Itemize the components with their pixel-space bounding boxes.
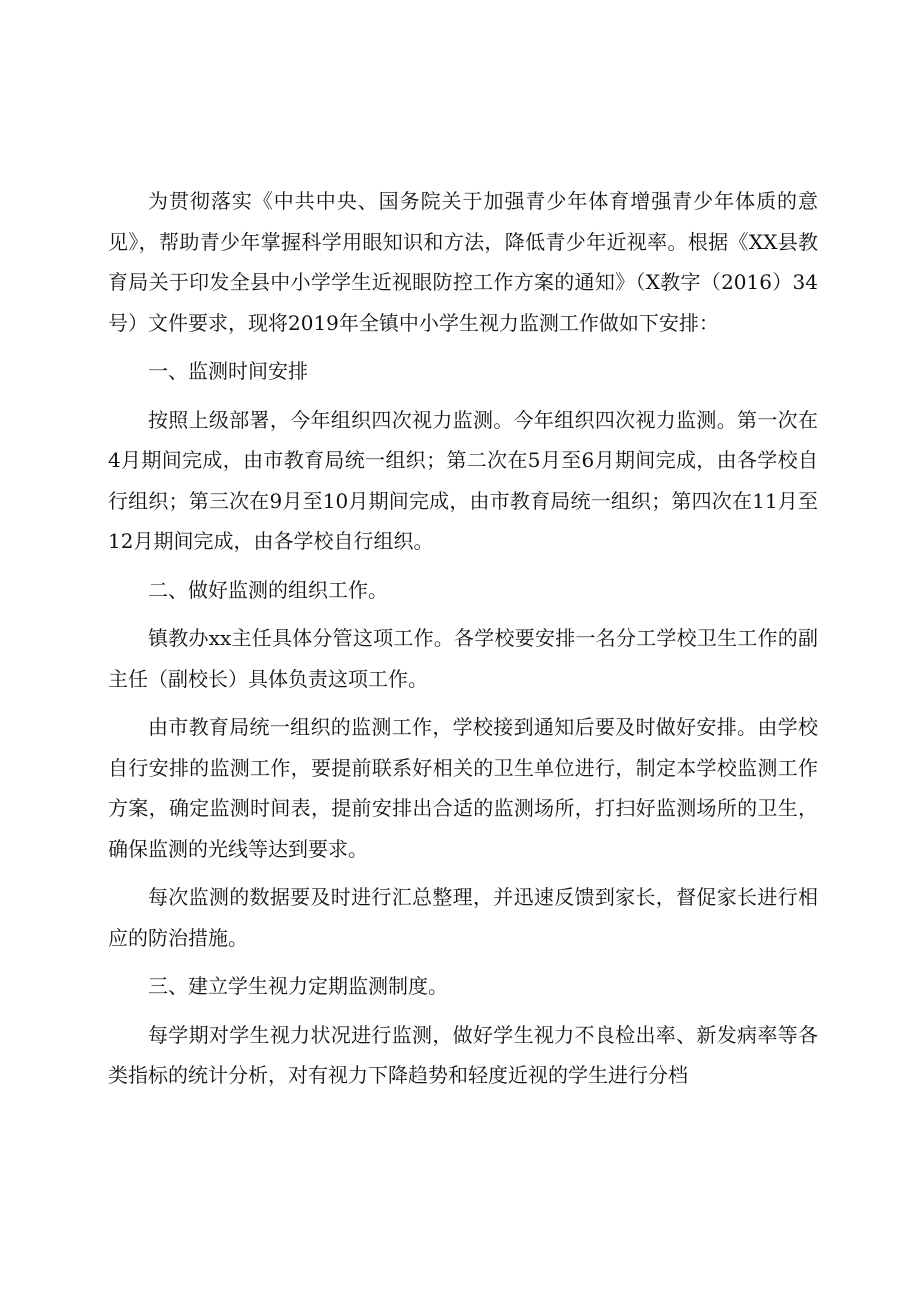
section-heading-2: 二、做好监测的组织工作。 bbox=[148, 577, 388, 602]
organization-paragraph-1: 镇教办xx主任具体分管这项工作。各学校要安排一名分工学校卫生工作的副主任（副校长）具体负责这项工作。 bbox=[108, 626, 818, 691]
organization-paragraph-2: 由市教育局统一组织的监测工作，学校接到通知后要及时做好安排。由学校自行安排的监测工作，要提前联系好相关的卫生单位进行，制定本学校监测工作方案，确定监测时间表，提前安排出合适的监测场所，打扫好监测场所的卫生，确保监测的光线等达到要求。 bbox=[108, 715, 818, 861]
schedule-paragraph: 按照上级部署，今年组织四次视力监测。今年组织四次视力监测。第一次在4月期间完成，由市教育局统一组织；第二次在5月至6月期间完成，由各学校自行组织；第三次在9月至10月期间完成，由市教育局统一组织；第四次在11月至12月期间完成，由各学校自行组织。 bbox=[108, 407, 818, 553]
section-heading-1: 一、监测时间安排 bbox=[148, 359, 308, 383]
document-body bbox=[108, 181, 818, 1104]
monitoring-system-paragraph: 每学期对学生视力状况进行监测，做好学生视力不良检出率、新发病率等各类指标的统计分析，对有视力下降趋势和轻度近视的学生进行分档 bbox=[108, 1022, 818, 1087]
section-heading-3: 三、建立学生视力定期监测制度。 bbox=[148, 974, 448, 998]
organization-paragraph-3: 每次监测的数据要及时进行汇总整理，并迅速反馈到家长，督促家长进行相应的防治措施。 bbox=[108, 885, 818, 950]
intro-paragraph: 为贯彻落实《中共中央、国务院关于加强青少年体育增强青少年体质的意见》，帮助青少年掌握科学用眼知识和方法，降低青少年近视率。根据《XX县教育局关于印发全县中小学学生近视眼防控工作方案的通知》（X教字（2016）34号）文件要求，现将2019年全镇中小学生视力监测工作做如下安排： bbox=[108, 189, 818, 335]
